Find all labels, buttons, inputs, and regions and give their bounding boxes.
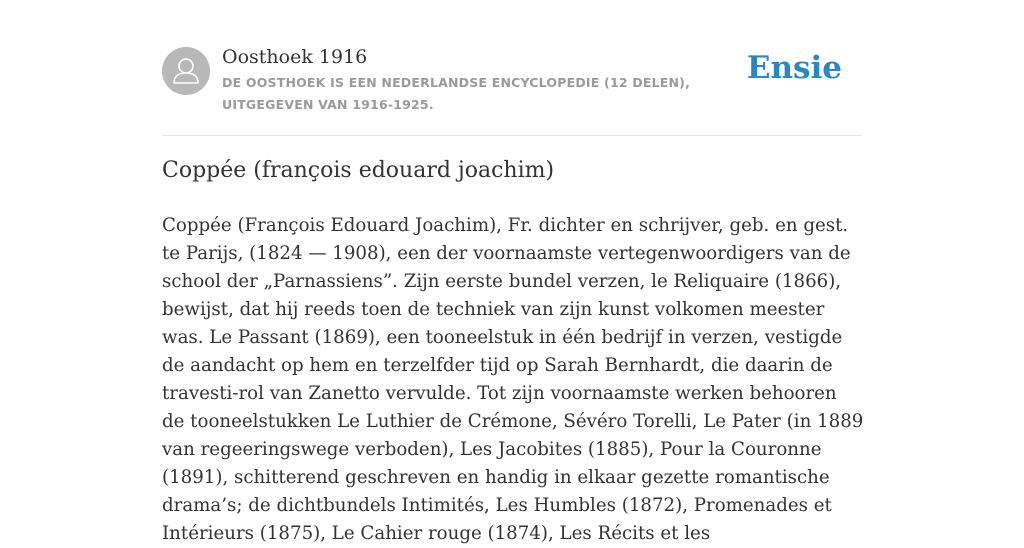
source-description: DE OOSTHOEK IS EEN NEDERLANDSE ENCYCLOPEDIE (12 DELEN), UITGEGEVEN VAN 1916-1925. [222, 75, 691, 112]
user-silhouette-icon [162, 47, 210, 95]
source-header [162, 44, 862, 116]
article-body: Coppée (François Edouard Joachim), Fr. dichter en schrijver, geb. en gest. te Parijs, (1824 — 1908), een der voornaamste vertegenwoordigers van de school der „Parnassiens”. Zijn eerste bundel verzen, le Reliquaire (1866), bewijst, dat hij reeds toen de techniek van zijn kunst volkomen meester was. Le Passant (1869), een tooneelstuk in één bedrijf in verzen, vestigde de aandacht op hem en terzelfder tijd op Sarah Bernhardt, die daarin de travesti-rol van Zanetto vervulde. Tot zijn voornaamste werken behooren de tooneelstukken Le Luthier de Crémone, Sévéro Torelli, Le Pater (in 1889 van regeeringswege verboden), Les Jacobites (1885), Pour la Couronne (1891), schitterend geschreven en handig in elkaar gezette romantische drama’s; de dichtbundels Intimités, Les Humbles (1872), Promenades et Intérieurs (1875), Le Cahier rouge (1874), Les Récits et les [162, 215, 864, 544]
source-title[interactable]: Oosthoek 1916 [222, 46, 368, 68]
article-title: Coppée (françois edouard joachim) [162, 158, 555, 183]
ensie-logo-link[interactable]: Ensie [746, 50, 842, 86]
header-divider [162, 135, 862, 136]
avatar [162, 47, 210, 95]
